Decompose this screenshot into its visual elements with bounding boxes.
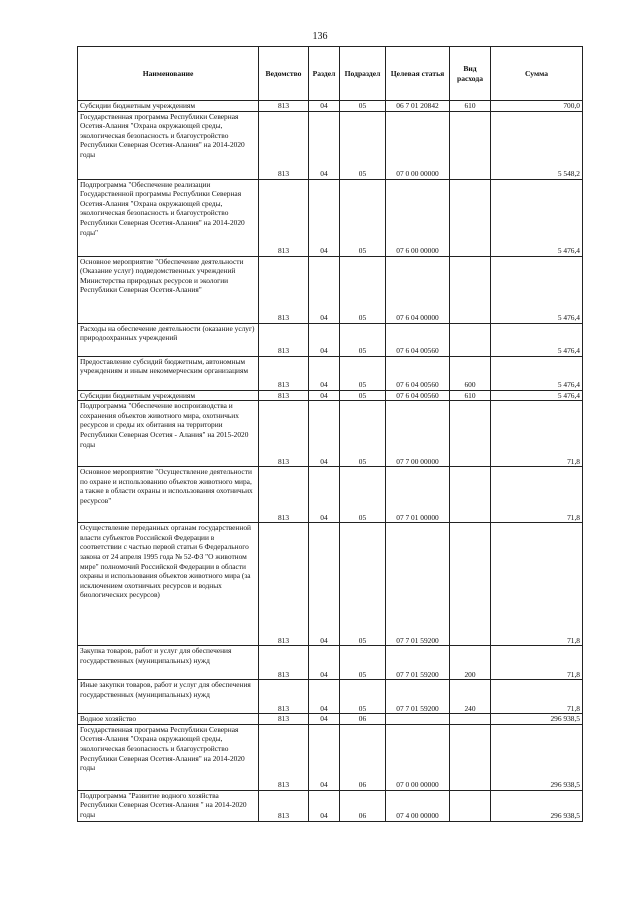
cell-vid (450, 724, 491, 790)
cell-statya: 07 0 00 00000 (386, 724, 450, 790)
cell-vedomstvo: 813 (259, 467, 309, 523)
cell-summa: 71,8 (491, 523, 583, 646)
cell-podrazdel: 05 (340, 401, 386, 467)
cell-vid (450, 523, 491, 646)
cell-podrazdel: 05 (340, 179, 386, 256)
cell-vedomstvo: 813 (259, 401, 309, 467)
cell-name: Подпрограмма "Обеспечение реализации Государственной программы Республики Северная Осетия-Алания "Охрана окружающей среды, экологическая безопасность и благоустройство Республики Северная Осетия-Алания" на 2014-2020 годы" (78, 179, 259, 256)
table-row (78, 646, 583, 680)
cell-vid (450, 256, 491, 323)
cell-razdel: 04 (309, 523, 340, 646)
cell-summa: 5 476,4 (491, 390, 583, 401)
cell-razdel: 04 (309, 356, 340, 390)
cell-statya: 07 0 00 00000 (386, 111, 450, 179)
cell-statya: 07 6 04 00560 (386, 323, 450, 356)
header-vid-raskhoda: Вид расхода (450, 47, 491, 101)
table-row (78, 356, 583, 390)
table-row (78, 323, 583, 356)
cell-statya: 06 7 01 20842 (386, 101, 450, 112)
cell-razdel: 04 (309, 790, 340, 821)
cell-podrazdel: 06 (340, 790, 386, 821)
cell-name: Основное мероприятие "Обеспечение деятельности (Оказание услуг) подведомственных учреждений Министерства природных ресурсов и экологии Республики Северная Осетия-Алания" (78, 256, 259, 323)
cell-statya: 07 7 01 00000 (386, 467, 450, 523)
cell-vid (450, 790, 491, 821)
cell-summa: 71,8 (491, 680, 583, 714)
cell-statya: 07 7 01 59200 (386, 680, 450, 714)
cell-podrazdel: 05 (340, 390, 386, 401)
header-summa: Сумма (491, 47, 583, 101)
cell-razdel: 04 (309, 401, 340, 467)
cell-vid (450, 323, 491, 356)
table-row (78, 390, 583, 401)
header-celevaya-statya: Целевая статья (386, 47, 450, 101)
cell-statya: 07 4 00 00000 (386, 790, 450, 821)
cell-vedomstvo: 813 (259, 390, 309, 401)
cell-vid: 240 (450, 680, 491, 714)
cell-statya: 07 6 04 00560 (386, 356, 450, 390)
cell-name: Закупка товаров, работ и услуг для обеспечения государственных (муниципальных) нужд (78, 646, 259, 680)
table-row (78, 714, 583, 725)
cell-summa: 71,8 (491, 401, 583, 467)
cell-vid (450, 467, 491, 523)
cell-podrazdel: 05 (340, 467, 386, 523)
cell-statya: 07 7 01 59200 (386, 646, 450, 680)
cell-razdel: 04 (309, 390, 340, 401)
cell-vid (450, 401, 491, 467)
table-row (78, 401, 583, 467)
cell-vid: 600 (450, 356, 491, 390)
table-row (78, 467, 583, 523)
cell-vedomstvo: 813 (259, 323, 309, 356)
cell-vedomstvo: 813 (259, 724, 309, 790)
cell-vedomstvo: 813 (259, 714, 309, 725)
table-header-row (78, 47, 583, 101)
cell-razdel: 04 (309, 179, 340, 256)
cell-vedomstvo: 813 (259, 356, 309, 390)
cell-summa: 5 548,2 (491, 111, 583, 179)
cell-summa: 296 938,5 (491, 714, 583, 725)
cell-razdel: 04 (309, 323, 340, 356)
cell-summa: 5 476,4 (491, 323, 583, 356)
cell-razdel: 04 (309, 724, 340, 790)
cell-razdel: 04 (309, 256, 340, 323)
cell-statya: 07 6 04 00000 (386, 256, 450, 323)
cell-vedomstvo: 813 (259, 111, 309, 179)
header-razdel: Раздел (309, 47, 340, 101)
cell-statya: 07 7 01 59200 (386, 523, 450, 646)
cell-podrazdel: 05 (340, 101, 386, 112)
cell-statya: 07 6 00 00000 (386, 179, 450, 256)
cell-vid (450, 714, 491, 725)
cell-vedomstvo: 813 (259, 680, 309, 714)
header-name: Наименование (78, 47, 259, 101)
table-row (78, 724, 583, 790)
cell-name: Иные закупки товаров, работ и услуг для обеспечения государственных (муниципальных) нужд (78, 680, 259, 714)
cell-razdel: 04 (309, 646, 340, 680)
cell-vedomstvo: 813 (259, 101, 309, 112)
cell-vedomstvo: 813 (259, 256, 309, 323)
cell-podrazdel: 05 (340, 646, 386, 680)
cell-vedomstvo: 813 (259, 523, 309, 646)
cell-summa: 5 476,4 (491, 256, 583, 323)
cell-name: Государственная программа Республики Северная Осетия-Алания "Охрана окружающей среды, экологическая безопасность и благоустройство Республики Северная Осетия-Алания" на 2014-2020 годы (78, 111, 259, 179)
cell-summa: 296 938,5 (491, 790, 583, 821)
cell-summa: 71,8 (491, 467, 583, 523)
cell-statya: 07 6 04 00560 (386, 390, 450, 401)
cell-name: Государственная программа Республики Северная Осетия-Алания "Охрана окружающей среды, экологическая безопасность и благоустройство Республики Северная Осетия-Алания" на 2014-2020 годы (78, 724, 259, 790)
cell-razdel: 04 (309, 680, 340, 714)
cell-vid: 610 (450, 101, 491, 112)
cell-razdel: 04 (309, 111, 340, 179)
cell-vid: 200 (450, 646, 491, 680)
cell-vid (450, 111, 491, 179)
cell-name: Субсидии бюджетным учреждениям (78, 390, 259, 401)
cell-podrazdel: 05 (340, 323, 386, 356)
table-row (78, 101, 583, 112)
cell-vedomstvo: 813 (259, 646, 309, 680)
cell-podrazdel: 05 (340, 523, 386, 646)
cell-vid: 610 (450, 390, 491, 401)
cell-summa: 700,0 (491, 101, 583, 112)
table-row (78, 523, 583, 646)
cell-summa: 71,8 (491, 646, 583, 680)
table-row (78, 179, 583, 256)
cell-razdel: 04 (309, 101, 340, 112)
cell-summa: 296 938,5 (491, 724, 583, 790)
cell-name: Расходы на обеспечение деятельности (оказание услуг) природоохранных учреждений (78, 323, 259, 356)
table-row (78, 111, 583, 179)
cell-statya: 07 7 00 00000 (386, 401, 450, 467)
cell-name: Водное хозяйство (78, 714, 259, 725)
page-number: 136 (312, 31, 328, 42)
cell-name: Подпрограмма "Обеспечение воспроизводства и сохранения объектов животного мира, охотничьих ресурсов и среды их обитания на территории Республики Северная Осетия - Алания" на 2015-2020 годы (78, 401, 259, 467)
table-row (78, 256, 583, 323)
cell-podrazdel: 05 (340, 111, 386, 179)
cell-vedomstvo: 813 (259, 179, 309, 256)
cell-name: Субсидии бюджетным учреждениям (78, 101, 259, 112)
cell-name: Предоставление субсидий бюджетным, автономным учреждениям и иным некоммерческим организациям (78, 356, 259, 390)
cell-podrazdel: 05 (340, 680, 386, 714)
cell-vid (450, 179, 491, 256)
cell-podrazdel: 05 (340, 256, 386, 323)
cell-statya (386, 714, 450, 725)
cell-vedomstvo: 813 (259, 790, 309, 821)
cell-summa: 5 476,4 (491, 356, 583, 390)
cell-razdel: 04 (309, 714, 340, 725)
budget-table (77, 46, 583, 822)
table-row (78, 790, 583, 821)
cell-podrazdel: 05 (340, 356, 386, 390)
cell-summa: 5 476,4 (491, 179, 583, 256)
cell-razdel: 04 (309, 467, 340, 523)
cell-podrazdel: 06 (340, 714, 386, 725)
table-row (78, 680, 583, 714)
cell-name: Осуществление переданных органам государственной власти субъектов Российской Федерации в соответствии с частью первой статьи 6 Федерального закона от 24 апреля 1995 года № 52-ФЗ "О животном мире" полномочий Российской Федерации в области охраны и использования объектов животного мира (за исключением охотничьих ресурсов и водных биологических ресурсов) (78, 523, 259, 646)
cell-name: Подпрограмма "Развитие водного хозяйства Республики Северная Осетия-Алания " на 2014-2020 годы (78, 790, 259, 821)
header-podrazdel: Подраздел (340, 47, 386, 101)
header-vedomstvo: Ведомство (259, 47, 309, 101)
cell-name: Основное мероприятие "Осуществление деятельности по охране и использованию объектов животного мира, а также в области охраны и использования охотничьих ресурсов" (78, 467, 259, 523)
cell-podrazdel: 06 (340, 724, 386, 790)
